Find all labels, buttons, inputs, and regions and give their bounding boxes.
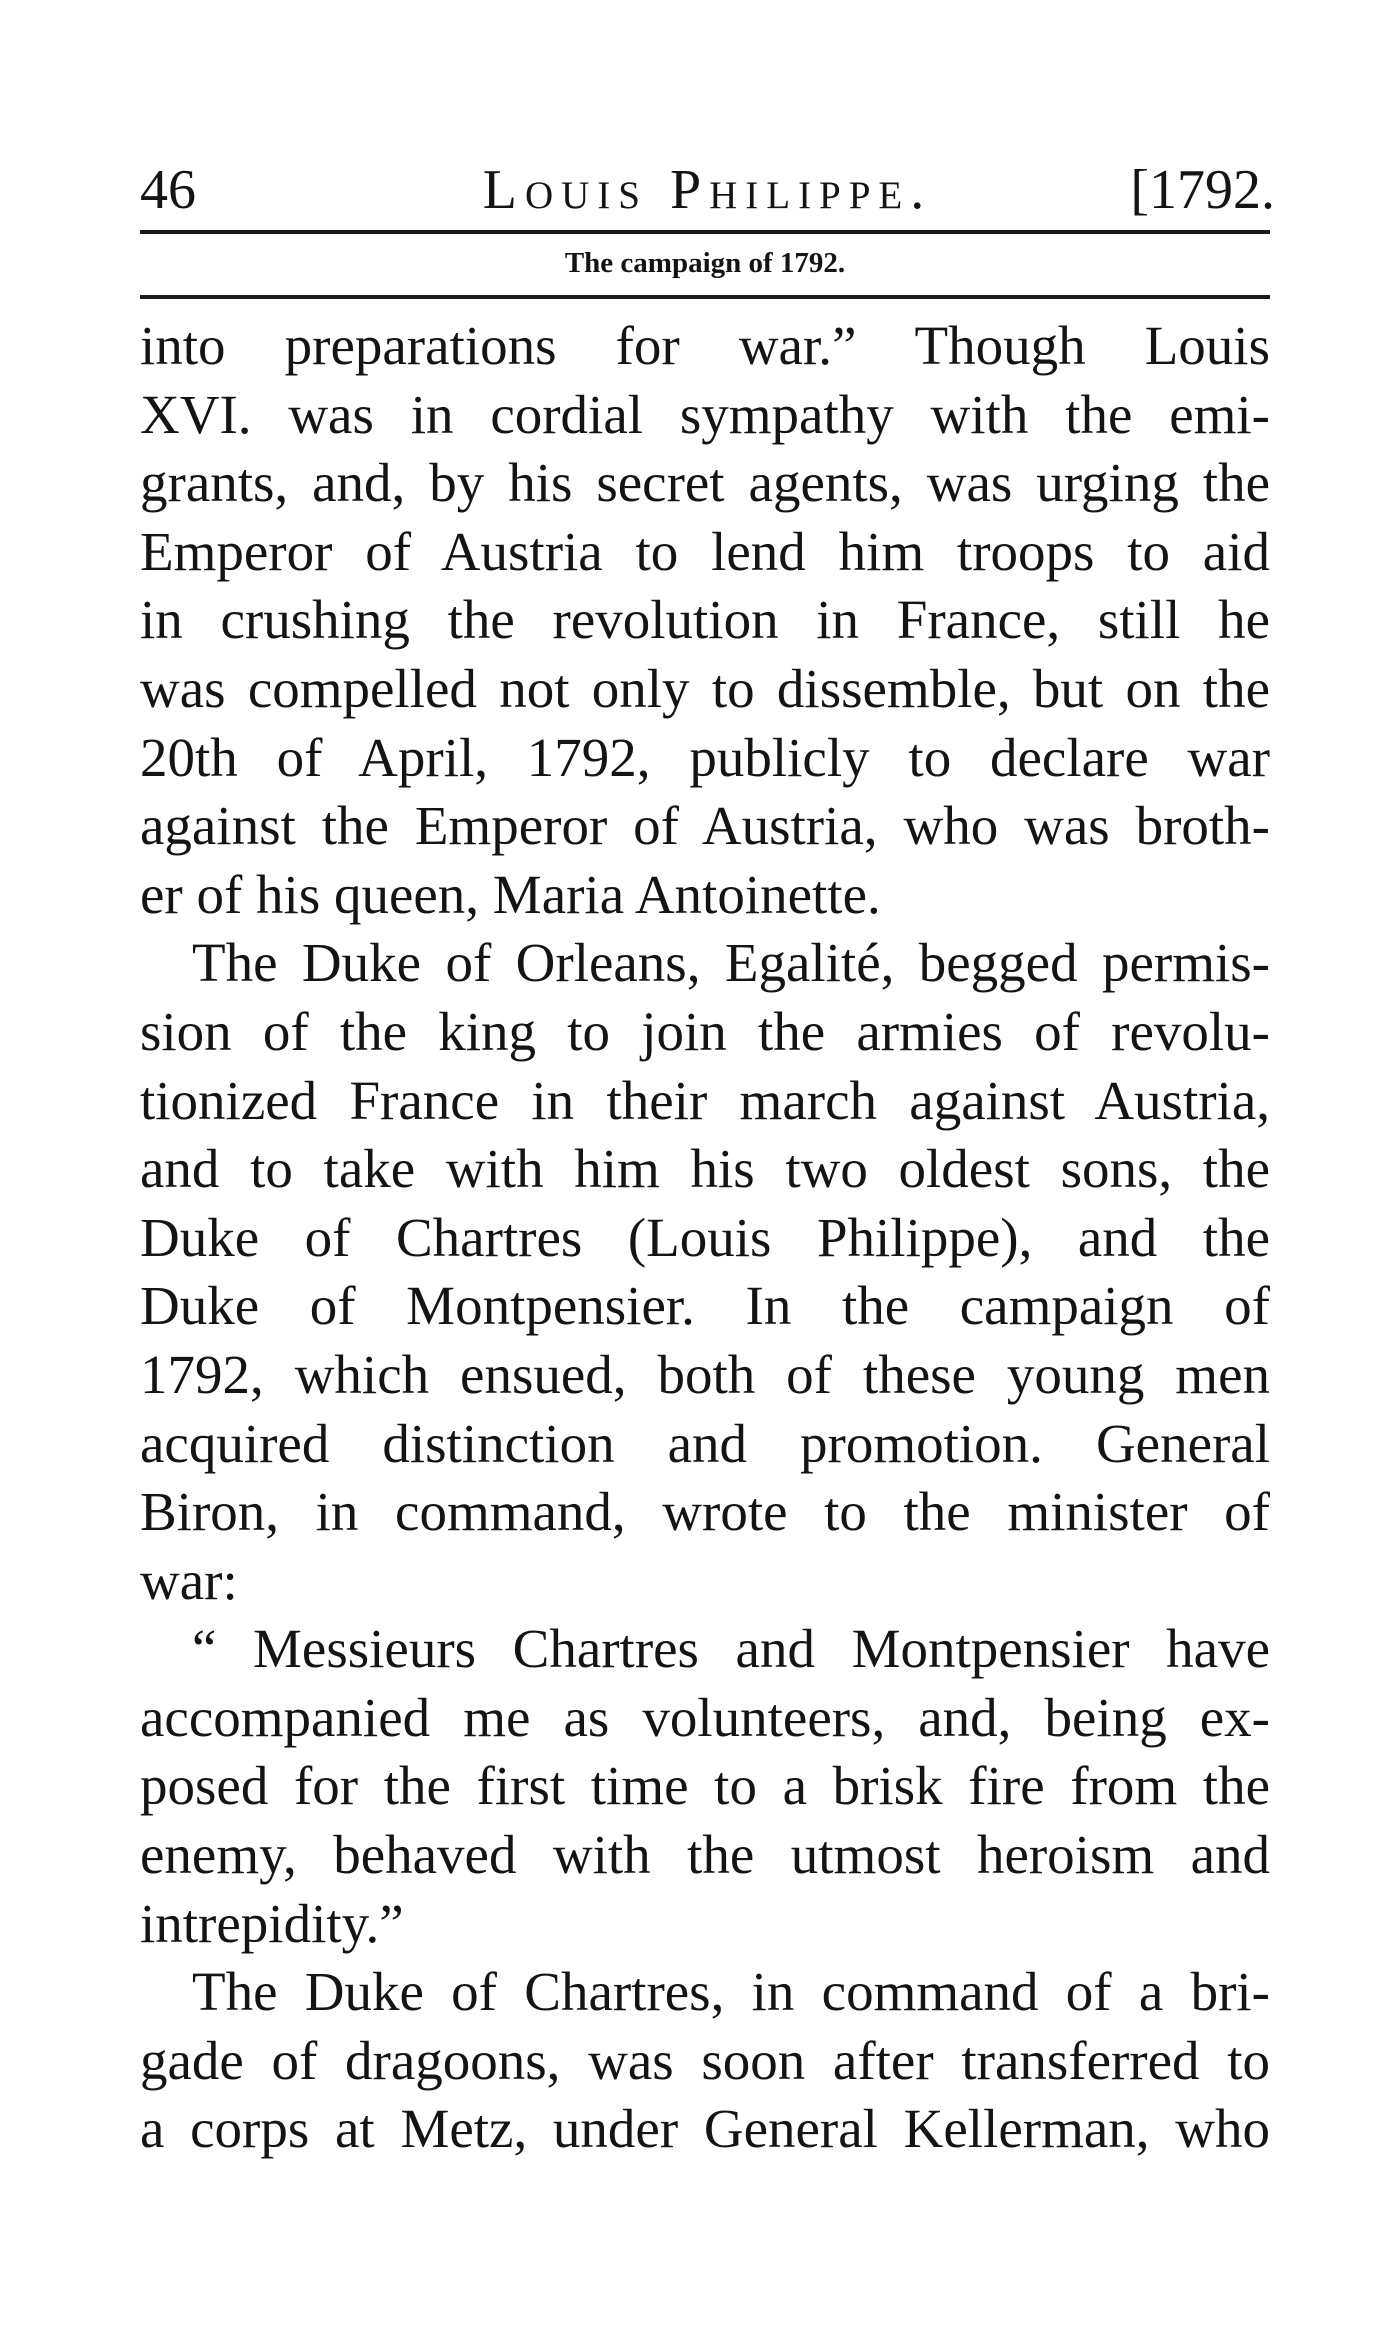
page-number: 46 bbox=[140, 159, 196, 221]
text-line: 1792, which ensued, both of these young men bbox=[140, 1343, 1270, 1405]
text-line: tionized France in their march against Austria, bbox=[140, 1069, 1270, 1131]
text-line: accompanied me as volunteers, and, being ex- bbox=[140, 1686, 1270, 1748]
text-line: 20th of April, 1792, publicly to declare war bbox=[140, 726, 1270, 788]
side-note: The campaign of 1792. bbox=[564, 247, 846, 279]
running-head bbox=[140, 150, 1275, 230]
text-line: The Duke of Orleans, Egalité, begged permis- bbox=[192, 932, 1270, 994]
text-line: acquired distinction and promotion. General bbox=[140, 1412, 1270, 1474]
text-line: gade of dragoons, was soon after transferred to bbox=[140, 2029, 1270, 2091]
running-title: Louis Philippe. bbox=[482, 159, 933, 221]
text-line: against the Emperor of Austria, who was broth- bbox=[140, 795, 1270, 857]
text-line: grants, and, by his secret agents, was urging the bbox=[140, 452, 1270, 514]
text-line: in crushing the revolution in France, still he bbox=[140, 589, 1270, 651]
text-line: The Duke of Chartres, in command of a bri- bbox=[192, 1961, 1270, 2023]
running-year: [1792. bbox=[1130, 159, 1275, 221]
text-line: Biron, in command, wrote to the minister of bbox=[140, 1481, 1270, 1543]
text-line: Duke of Montpensier. In the campaign of bbox=[140, 1275, 1270, 1337]
body-text bbox=[140, 312, 1270, 2164]
text-line: Duke of Chartres (Louis Philippe), and the bbox=[140, 1206, 1270, 1268]
text-line: intrepidity.” bbox=[140, 1892, 404, 1954]
text-line: Emperor of Austria to lend him troops to aid bbox=[140, 520, 1270, 582]
header-rule-bottom bbox=[140, 295, 1270, 299]
text-line: was compelled not only to dissemble, but on the bbox=[140, 657, 1270, 719]
text-line: a corps at Metz, under General Kellerman, who bbox=[140, 2098, 1270, 2160]
text-line: sion of the king to join the armies of revolu- bbox=[140, 1000, 1270, 1062]
text-line: war: bbox=[140, 1549, 238, 1611]
text-line: “ Messieurs Chartres and Montpensier have bbox=[192, 1618, 1270, 1680]
text-line: into preparations for war.” Though Louis bbox=[140, 315, 1270, 376]
text-line: XVI. was in cordial sympathy with the emi- bbox=[140, 383, 1270, 445]
header-rule-top bbox=[140, 230, 1270, 234]
text-line: enemy, behaved with the utmost heroism and bbox=[140, 1824, 1270, 1886]
text-line: er of his queen, Maria Antoinette. bbox=[140, 863, 881, 925]
text-line: and to take with him his two oldest sons, the bbox=[140, 1138, 1270, 1200]
text-line: posed for the first time to a brisk fire from the bbox=[140, 1755, 1270, 1817]
